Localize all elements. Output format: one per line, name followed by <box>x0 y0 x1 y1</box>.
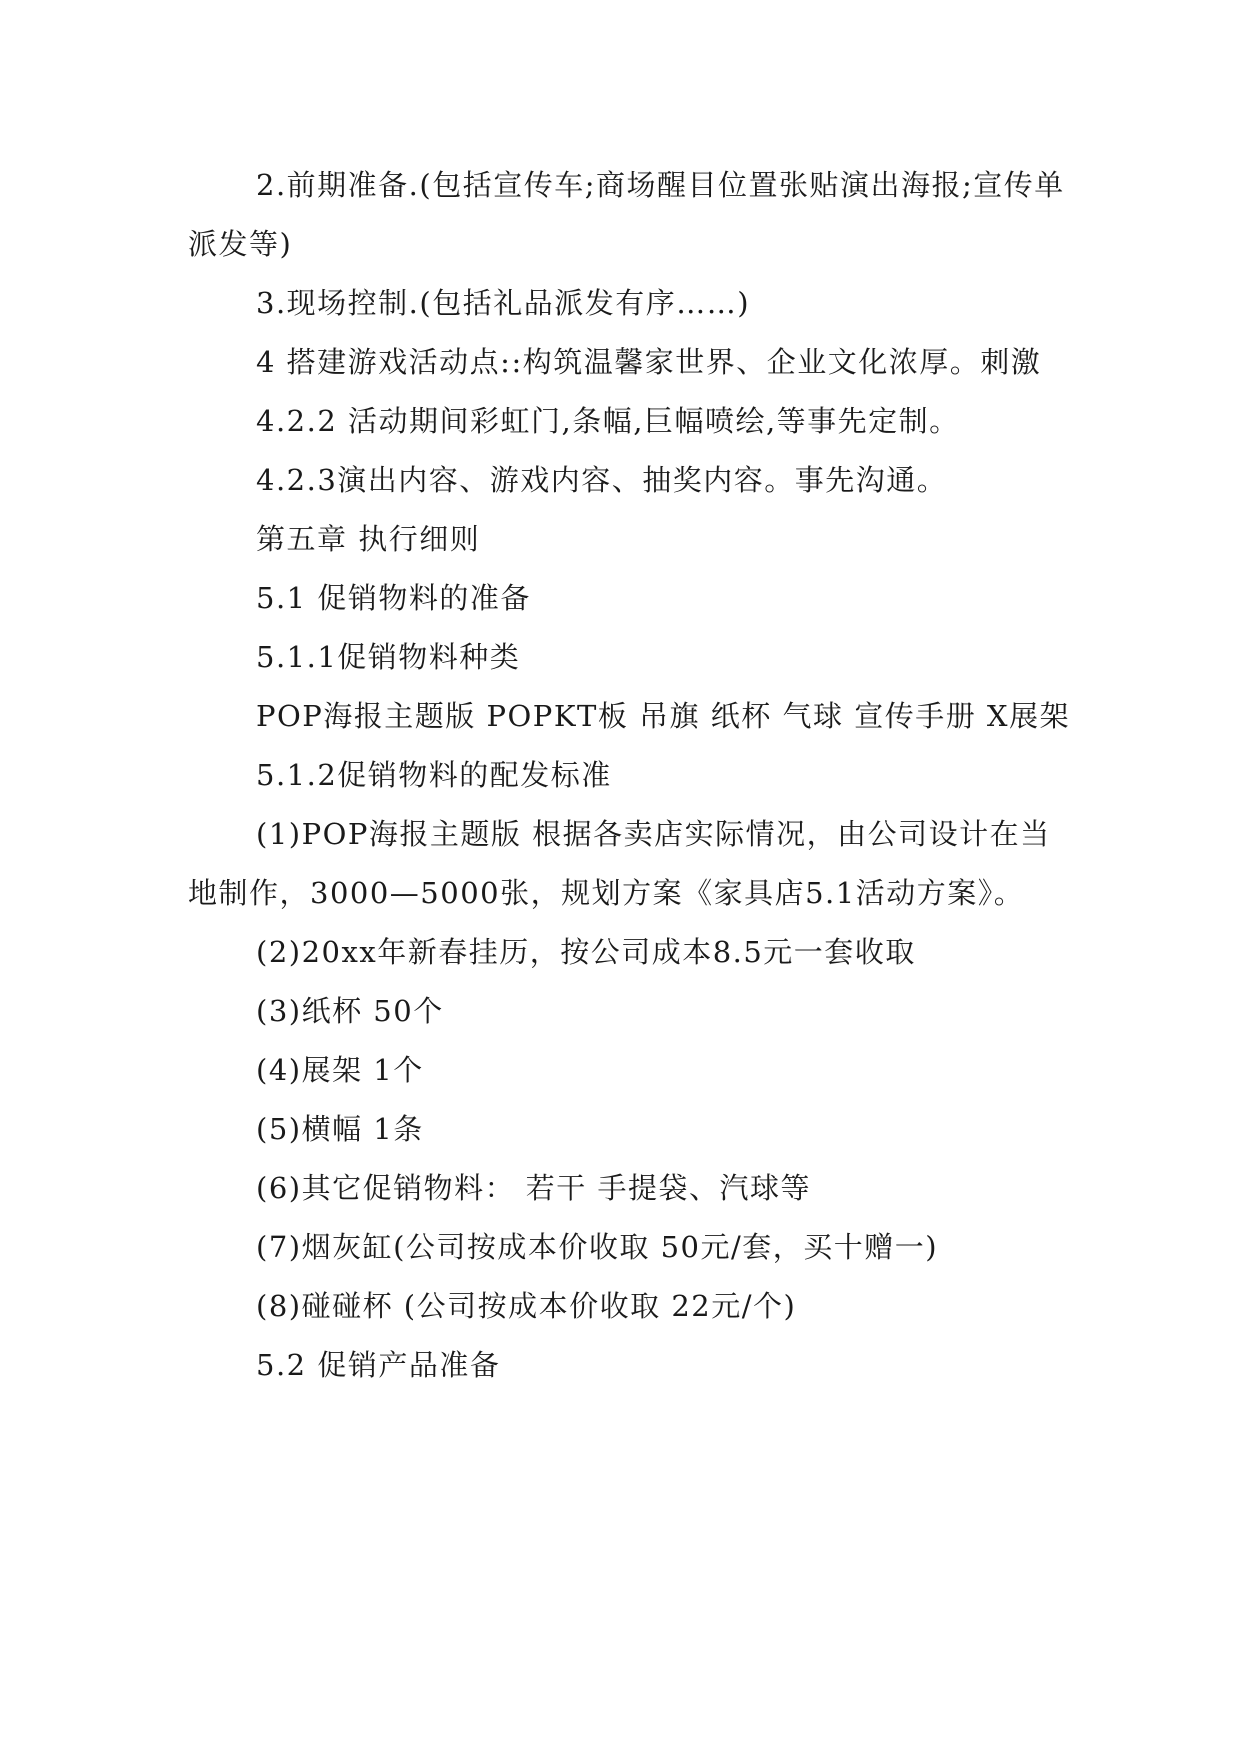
subsection-heading-5-1-2: 5.1.2促销物料的配发标准 <box>256 758 612 792</box>
paragraph-material-types: POP海报主题版 POPKT板 吊旗 纸杯 气球 宣传手册 X展架 <box>256 699 1071 733</box>
paragraph-4-2-3: 4.2.3演出内容、游戏内容、抽奖内容。事先沟通。 <box>256 463 948 497</box>
paragraph-game-points: 4 搭建游戏活动点::构筑温馨家世界、企业文化浓厚。刺激 <box>256 345 1042 379</box>
list-item-1: (1)POP海报主题版 根据各卖店实际情况，由公司设计在当地制作，3000—5000张，规划方案《家具店5.1活动方案》。 <box>188 817 1051 910</box>
subsection-heading-5-1-1: 5.1.1促销物料种类 <box>256 640 521 674</box>
list-item-2: (2)20xx年新春挂历，按公司成本8.5元一套收取 <box>256 935 916 969</box>
list-item-6: (6)其它促销物料： 若干 手提袋、汽球等 <box>256 1171 812 1205</box>
paragraph-4-2-2: 4.2.2 活动期间彩虹门,条幅,巨幅喷绘,等事先定制。 <box>256 404 960 438</box>
list-item-3: (3)纸杯 50个 <box>256 994 444 1028</box>
paragraph-preparation: 2.前期准备.(包括宣传车;商场醒目位置张贴演出海报;宣传单派发等) <box>188 168 1065 261</box>
list-item-8: (8)碰碰杯 (公司按成本价收取 22元/个) <box>256 1289 797 1323</box>
document-page <box>188 156 1073 1395</box>
list-item-7: (7)烟灰缸(公司按成本价收取 50元/套，买十赠一) <box>256 1230 939 1264</box>
list-item-5: (5)横幅 1条 <box>256 1112 424 1146</box>
section-heading-5-2: 5.2 促销产品准备 <box>256 1348 501 1382</box>
list-item-4: (4)展架 1个 <box>256 1053 424 1087</box>
chapter-heading: 第五章 执行细则 <box>256 522 481 556</box>
paragraph-site-control: 3.现场控制.(包括礼品派发有序……) <box>256 286 751 320</box>
section-heading-5-1: 5.1 促销物料的准备 <box>256 581 531 615</box>
